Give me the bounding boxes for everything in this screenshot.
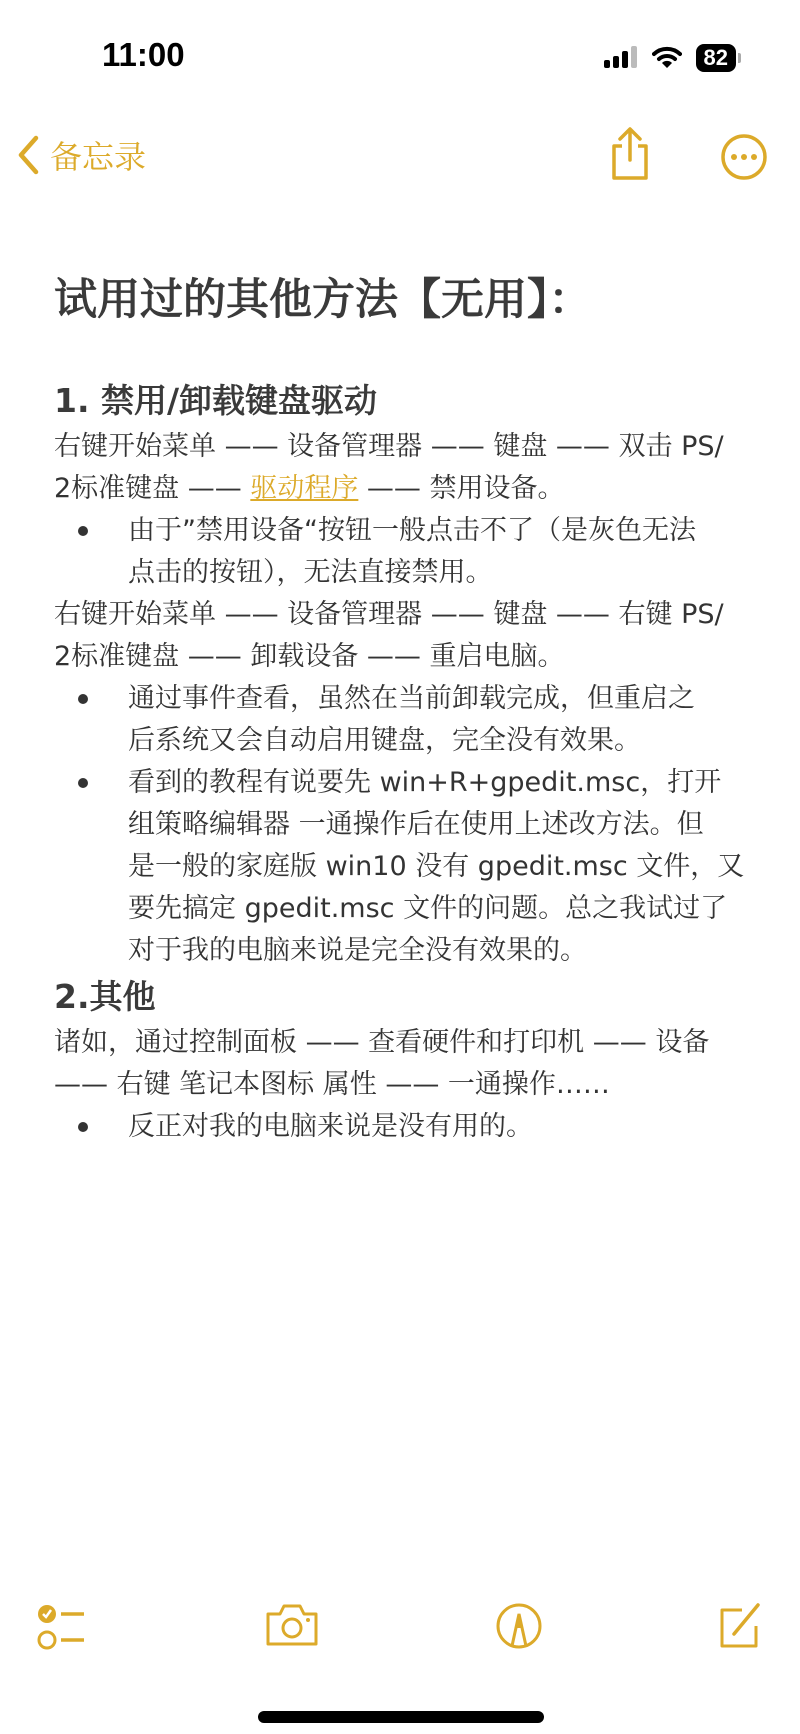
- compose-icon[interactable]: [718, 1602, 764, 1650]
- section-heading: 2.其他: [54, 977, 156, 1016]
- text-line: [54, 468, 760, 510]
- note-body[interactable]: [54, 270, 760, 1148]
- back-button[interactable]: [16, 132, 146, 178]
- text-line: 2标准键盘 —— 卸载设备 —— 重启电脑。: [54, 641, 565, 672]
- bullet-dot: [78, 778, 88, 788]
- driver-link[interactable]: 驱动程序: [250, 473, 359, 504]
- bullet-item-continued: 点击的按钮），无法直接禁用。: [128, 557, 493, 588]
- bullet-item-continued: 要先搞定 gpedit.msc 文件的问题。总之我试过了: [128, 893, 728, 924]
- home-indicator[interactable]: [258, 1711, 544, 1723]
- share-icon[interactable]: [608, 126, 652, 182]
- text-line: 诸如，通过控制面板 —— 查看硬件和打印机 —— 设备: [54, 1027, 710, 1058]
- bullet-item: 由于”禁用设备“按钮一般点击不了（是灰色无法: [54, 510, 760, 552]
- back-label: 备忘录: [50, 138, 147, 176]
- cellular-signal-icon: [604, 46, 638, 70]
- text: 2标准键盘 ——: [54, 473, 251, 504]
- bullet-item-continued: 后系统又会自动启用键盘，完全没有效果。: [128, 725, 641, 756]
- text-line: 右键开始菜单 —— 设备管理器 —— 键盘 —— 右键 PS/: [54, 599, 724, 630]
- bullet-dot: [78, 526, 88, 536]
- bullet-item: 反正对我的电脑来说是没有用的。: [54, 1106, 760, 1148]
- note-title: 试用过的其他方法【无用】：: [54, 275, 592, 325]
- bullet-item-continued: 是一般的家庭版 win10 没有 gpedit.msc 文件，又: [128, 851, 745, 882]
- wifi-icon: [652, 46, 682, 70]
- more-options-icon[interactable]: [720, 133, 768, 181]
- status-icons: [604, 44, 736, 72]
- chevron-left-icon: [16, 135, 40, 175]
- battery-indicator: 82: [696, 44, 736, 72]
- bullet-dot: [78, 694, 88, 704]
- camera-icon[interactable]: [264, 1602, 320, 1648]
- checklist-icon[interactable]: [36, 1602, 88, 1652]
- status-time: 11:00: [102, 36, 185, 73]
- text: —— 禁用设备。: [358, 473, 565, 504]
- bullet-item-continued: 组策略编辑器 一通操作后在使用上述改方法。但: [128, 809, 704, 840]
- markup-pen-icon[interactable]: [495, 1602, 543, 1650]
- bullet-item: 通过事件查看，虽然在当前卸载完成，但重启之: [54, 678, 760, 720]
- bullet-dot: [78, 1122, 88, 1132]
- text-line: 右键开始菜单 —— 设备管理器 —— 键盘 —— 双击 PS/: [54, 431, 724, 462]
- bullet-item-continued: 对于我的电脑来说是完全没有效果的。: [128, 935, 587, 966]
- section-heading: 1. 禁用/卸载键盘驱动: [54, 381, 378, 420]
- text-line: —— 右键 笔记本图标 属性 —— 一通操作……: [54, 1069, 610, 1100]
- bullet-item: 看到的教程有说要先 win+R+gpedit.msc，打开: [54, 762, 760, 804]
